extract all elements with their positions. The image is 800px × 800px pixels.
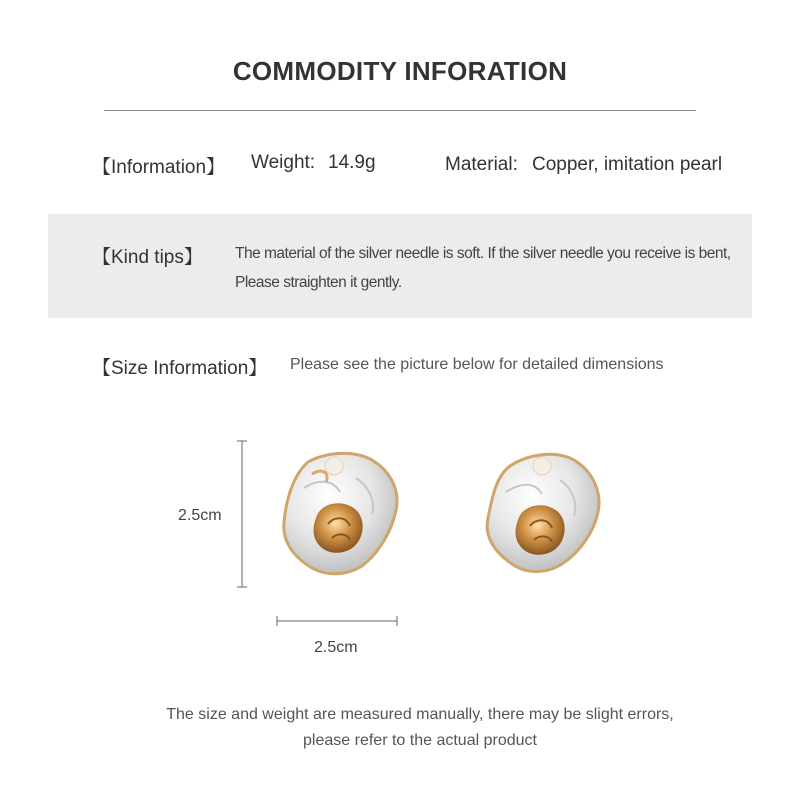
earring-image-left (276, 448, 404, 580)
kind-tips-line-2: Please straighten it gently. (235, 274, 402, 291)
earring-image-right (480, 448, 608, 580)
size-information-note: Please see the picture below for detailed dimensions (290, 356, 664, 373)
information-label: 【Information】 (92, 157, 226, 178)
material-label: Material: (445, 154, 518, 175)
footer-note (0, 702, 800, 754)
footer-line-1: The size and weight are measured manually, there may be slight errors, (166, 706, 674, 723)
page-title: COMMODITY INFORATION (232, 56, 568, 86)
kind-tips-line-1: The material of the silver needle is soft. If the silver needle you receive is bent, (235, 245, 731, 262)
material-value: Copper, imitation pearl (532, 154, 723, 175)
weight-label: Weight: (251, 152, 316, 173)
weight-value: 14.9g (328, 152, 376, 173)
width-dimension-label: 2.5cm (314, 639, 358, 656)
size-information-label: 【Size Information】 (92, 358, 268, 379)
height-dimension-label: 2.5cm (178, 507, 222, 524)
kind-tips-label: 【Kind tips】 (92, 247, 203, 268)
footer-line-2: please refer to the actual product (303, 732, 537, 749)
